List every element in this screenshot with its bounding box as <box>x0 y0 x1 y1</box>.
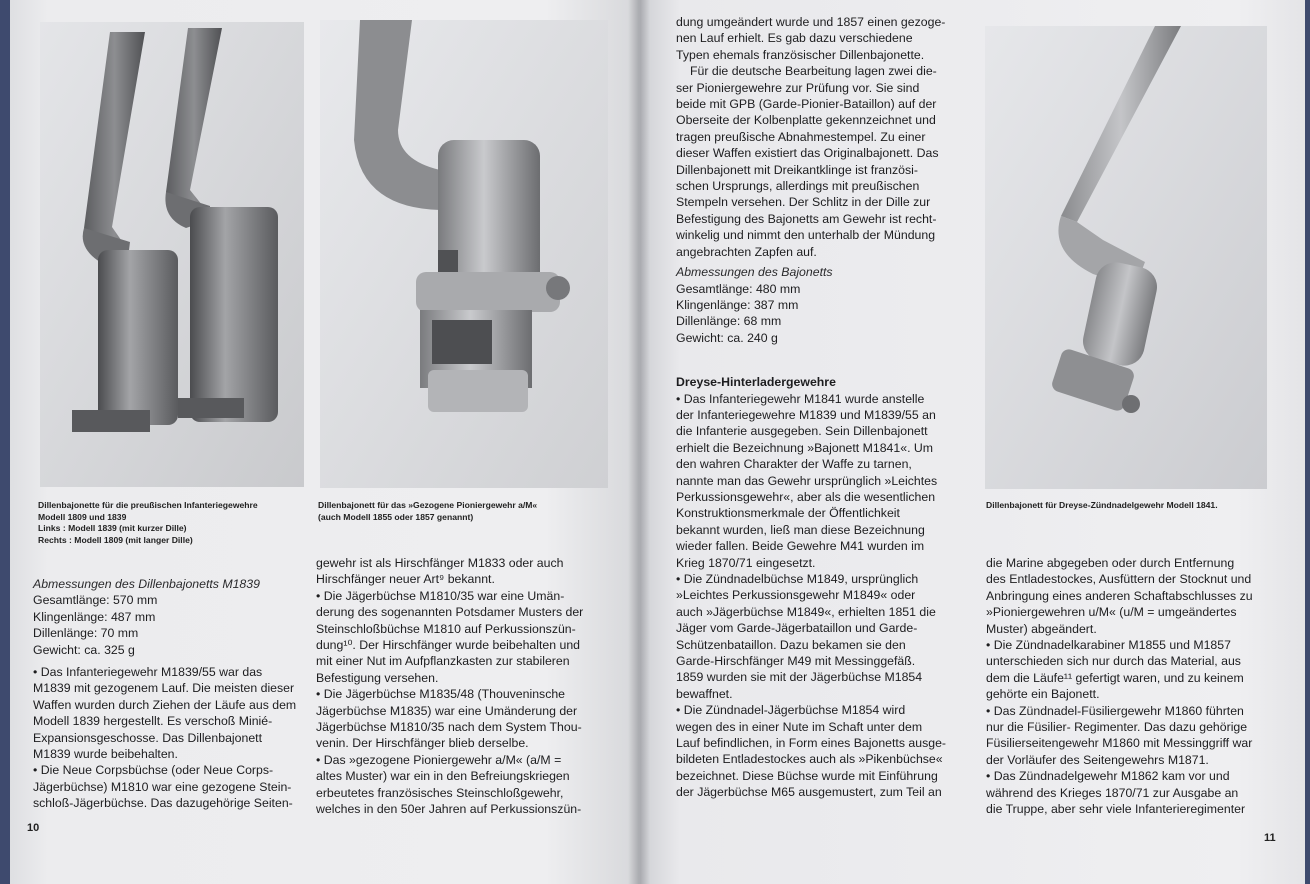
text-line: Modell 1839 hergestellt. Es verschoß Minié- <box>33 714 273 729</box>
text-line: bezeichnet. Diese Büchse wurde mit Einführung <box>676 768 938 783</box>
text-line: derung des sogenannten Potsdamer Musters der <box>316 605 584 620</box>
text-line: Gewicht: ca. 325 g <box>33 642 135 657</box>
photo-pioniergewehr-bayonet <box>320 20 608 488</box>
text-line: • Die Jägerbüchse M1835/48 (Thouveninsche <box>316 687 566 702</box>
text-line: Stempeln versehen. Der Schlitz in der Dille zur <box>676 195 931 210</box>
text-line: • Das Zündnadel-Füsiliergewehr M1860 führten <box>986 703 1244 718</box>
text-line: beide mit GPB (Garde-Pionier-Bataillon) auf der <box>676 97 937 112</box>
text-line: Perkussionsgewehr«, aber als die wesentlichen <box>676 489 936 504</box>
dimensions-heading: Abmessungen des Bajonetts <box>676 265 833 280</box>
text-line: • Die Zündnadel-Jägerbüchse M1854 wird <box>676 703 906 718</box>
page-number-right: 11 <box>1264 832 1276 844</box>
text-line: Jägerbüchse M1810/35 nach dem System Thou- <box>316 720 582 735</box>
text-line: Jägerbüchse) M1810 war eine gezogene Stein- <box>33 779 292 794</box>
text-line: dung¹⁰. Der Hirschfänger wurde beibehalten und <box>316 638 581 653</box>
text-line: nur die Füsilier- Regimenter. Das dazu gehörige <box>986 720 1248 735</box>
text-line: Klingenlänge: 387 mm <box>676 297 799 312</box>
text-line: der Vorläufer des Seitengewehrs M1871. <box>986 752 1209 767</box>
caption-line: Links : Modell 1839 (mit kurzer Dille) <box>38 523 187 533</box>
text-line: • Das Zündnadelgewehr M1862 kam vor und <box>986 769 1230 784</box>
text-line: Krieg 1870/71 eingesetzt. <box>676 555 816 570</box>
text-line: dem die Läufe¹¹ gefertigt waren, und zu keinem <box>986 670 1244 685</box>
text-line: wegen des in einer Nute im Schaft unter dem <box>676 719 923 734</box>
left-page-column-1 <box>33 576 301 812</box>
text-line: schloß-Jägerbüchse. Das dazugehörige Seiten- <box>33 796 293 811</box>
text-line: Für die deutsche Bearbeitung lagen zwei die- <box>690 64 937 79</box>
caption-photo-2 <box>318 500 537 523</box>
text-line: Typen ehemals französischer Dillenbajonette. <box>676 47 925 62</box>
text-line: unterschieden sich nur durch das Material, aus <box>986 654 1241 669</box>
text-line: bildeten Entladestockes auch als »Pikenbüchse« <box>676 752 943 767</box>
text-line: winkelig und nimmt den unterhalb der Mündung <box>676 228 936 243</box>
text-line: erhielt die Bezeichnung »Bajonett M1841«. Um <box>676 440 934 455</box>
text-line: auch »Jägerbüchse M1849«, erhielten 1851 die <box>676 604 936 619</box>
photo-dreyse-bayonet <box>985 26 1267 489</box>
text-line: Dillenlänge: 68 mm <box>676 314 782 329</box>
text-line: welches in den 50er Jahren auf Perkussionszün- <box>316 802 582 817</box>
text-line: Schützenbataillon. Dazu bekamen sie den <box>676 637 906 652</box>
caption-photo-3 <box>986 500 1218 512</box>
text-line: Muster) abgeändert. <box>986 621 1097 636</box>
text-line: wieder fallen. Beide Gewehre M41 wurden im <box>676 539 925 554</box>
text-line: »Pioniergewehren u/M« (u/M = umgeändertes <box>986 605 1237 620</box>
text-line: Garde-Hirschfänger M49 mit Messinggefäß. <box>676 654 916 669</box>
text-line: M1839 wurde beibehalten. <box>33 747 178 762</box>
text-line: • Das Infanteriegewehr M1841 wurde anstelle <box>676 391 925 406</box>
text-line: tragen preußische Abnahmestempel. Zu einer <box>676 129 926 144</box>
text-line: Hirschfänger neuer Art⁹ bekannt. <box>316 572 495 587</box>
text-line: bewaffnet. <box>676 686 733 701</box>
text-line: Jäger vom Garde-Jägerbataillon und Garde- <box>676 621 918 636</box>
right-page-column-1 <box>676 14 966 801</box>
text-line: Jägerbüchse M1835) war eine Umänderung der <box>316 703 578 718</box>
text-line: die Marine abgegeben oder durch Entfernung <box>986 556 1235 570</box>
text-line: die Infanterie ausgegeben. Sein Dillenbajonett <box>676 424 928 439</box>
text-line: nen Lauf erhielt. Es gab dazu verschiedene <box>676 31 913 46</box>
text-line: dieser Waffen existiert das Originalbajonett. Das <box>676 146 939 161</box>
text-line: Anbringung eines anderen Schaftabschlusses zu <box>986 588 1253 603</box>
caption-line: Dillenbajonette für die preußischen Infanteriegewehre <box>38 500 258 510</box>
text-line: M1839 mit gezogenem Lauf. Die meisten dieser <box>33 681 295 696</box>
text-line: • Die Zündnadelkarabiner M1855 und M1857 <box>986 638 1231 653</box>
text-line: Klingenlänge: 487 mm <box>33 609 156 624</box>
left-page-column-2 <box>316 555 608 818</box>
text-line: der Jägerbüchse M65 ausgemustert, zum Teil an <box>676 785 942 800</box>
caption-line: Dillenbajonett für das »Gezogene Pioniergewehr a/M« <box>318 500 538 510</box>
caption-line: Dillenbajonett für Dreyse-Zündnadelgewehr Modell 1841. <box>986 500 1218 510</box>
section-heading: Dreyse-Hinterladergewehre <box>676 375 836 390</box>
text-line: Dillenbajonett mit Dreikantklinge ist französi- <box>676 162 918 177</box>
text-line: Befestigung des Bajonetts am Gewehr ist recht- <box>676 211 937 226</box>
text-line: • Die Zündnadelbüchse M1849, ursprünglich <box>676 572 919 586</box>
page-number-left: 10 <box>27 822 40 834</box>
text-line: den wahren Charakter der Waffe zu tarnen, <box>676 457 912 472</box>
text-line: Füsilierseitengewehr M1860 mit Messinggriff war <box>986 736 1253 751</box>
caption-line: Rechts : Modell 1809 (mit langer Dille) <box>38 534 193 545</box>
text-line: bekannt wurden, ließ man diese Bezeichnung <box>676 522 925 537</box>
text-line: Steinschloßbüchse M1810 auf Perkussionszün- <box>316 621 576 636</box>
text-line: angebrachten Zapfen auf. <box>676 244 817 259</box>
text-line: Lauf befindlichen, in Form eines Bajonetts ausge- <box>676 736 947 751</box>
text-line: der Infanteriegewehre M1839 und M1839/55 an <box>676 407 936 422</box>
caption-line: (auch Modell 1855 oder 1857 genannt) <box>318 511 474 522</box>
text-line: 1859 wurden sie mit der Jägerbüchse M1854 <box>676 670 923 685</box>
text-line: venin. Der Hirschfänger blieb derselbe. <box>316 736 529 751</box>
text-line: erbeutetes französisches Steinschloßgewehr, <box>316 785 564 800</box>
text-line: • Die Neue Corpsbüchse (oder Neue Corps- <box>33 763 274 778</box>
caption-photo-1 <box>38 500 258 546</box>
text-line: Gesamtlänge: 480 mm <box>676 281 801 296</box>
text-line: gewehr ist als Hirschfänger M1833 oder auch <box>316 556 564 570</box>
text-line: • Das Infanteriegewehr M1839/55 war das <box>33 665 263 680</box>
text-line: ser Pioniergewehre zur Prüfung vor. Sie sind <box>676 80 920 95</box>
book-gutter <box>628 0 650 884</box>
dimensions-heading: Abmessungen des Dillenbajonetts M1839 <box>33 577 260 591</box>
text-line: Oberseite der Kolbenplatte gekennzeichnet und <box>676 113 936 128</box>
photo-bayonets-1809-1839 <box>40 22 304 487</box>
text-line: • Die Jägerbüchse M1810/35 war eine Umän- <box>316 588 565 603</box>
text-line: Gesamtlänge: 570 mm <box>33 593 158 608</box>
text-line: Befestigung versehen. <box>316 670 439 685</box>
text-line: gehörte ein Bajonett. <box>986 687 1100 702</box>
text-line: Expansionsgeschosse. Das Dillenbajonett <box>33 730 262 745</box>
text-line: altes Muster) war ein in den Befreiungskriegen <box>316 769 570 784</box>
text-line: mit einer Nut im Aufpflanzkasten zur stabileren <box>316 654 570 669</box>
text-line: Dillenlänge: 70 mm <box>33 626 139 641</box>
text-line: nannte man das Gewehr ursprünglich »Leichtes <box>676 473 938 488</box>
text-line: des Entladestockes, Ausfüttern der Stocknut und <box>986 572 1252 587</box>
right-page-column-2 <box>986 555 1276 818</box>
text-line: Waffen wurden durch Ziehen der Läufe aus dem <box>33 697 297 712</box>
caption-line: Modell 1809 und 1839 <box>38 511 127 522</box>
text-line: während des Krieges 1870/71 zur Ausgabe an <box>986 785 1239 800</box>
text-line: Gewicht: ca. 240 g <box>676 330 778 345</box>
spacer <box>676 346 966 374</box>
text-line: Konstruktionsmerkmale der Öffentlichkeit <box>676 506 900 521</box>
text-line: dung umgeändert wurde und 1857 einen gezoge- <box>676 15 946 29</box>
text-line: die Truppe, aber sehr viele Infanterieregimenter <box>986 802 1246 817</box>
text-line: schen Ursprungs, allerdings mit preußischen <box>676 179 920 194</box>
text-line: • Das »gezogene Pioniergewehr a/M« (a/M = <box>316 752 562 767</box>
text-line: »Leichtes Perkussionsgewehr M1849« oder <box>676 588 916 603</box>
